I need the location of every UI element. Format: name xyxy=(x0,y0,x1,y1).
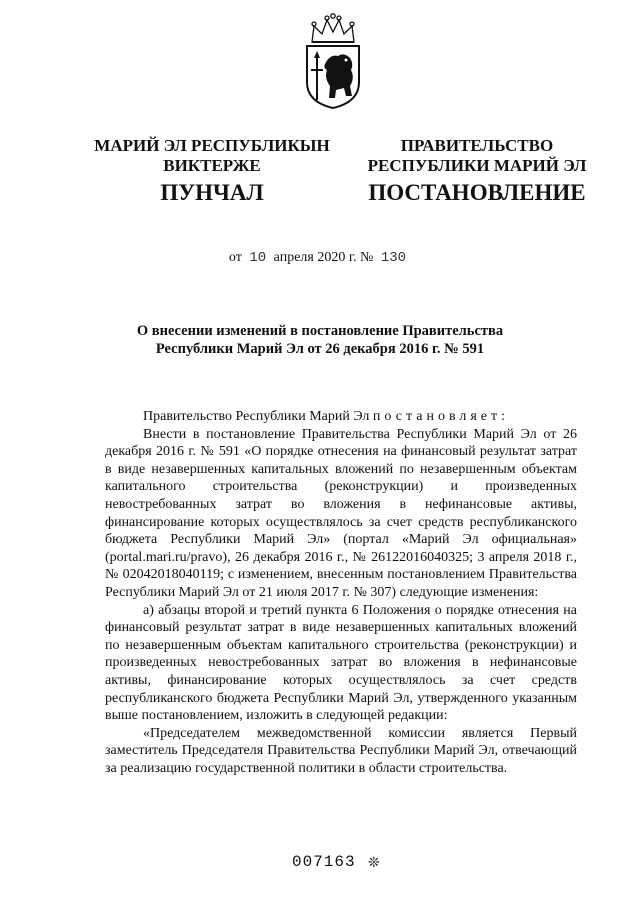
header-right-doc-type: ПОСТАНОВЛЕНИЕ xyxy=(368,180,586,205)
header-left-line1: МАРИЙ ЭЛ РЕСПУБЛИКЫН xyxy=(94,136,330,155)
date-month-year: апреля 2020 г. № xyxy=(273,250,374,265)
paragraph-1: Внести в постановление Правительства Республики Марий Эл от 26 декабря 2016 г. № 591 «О порядке отнесения на финансовый результат затрат в виде незавершенных капитальных вложений по незавершенным объектам капитального строительства (реконструкции) и произведенных невостребованных затрат во вложения в нефинансовые активы, финансирование которых осуществлялось за счет средств республиканского бюджета Республики Марий Эл» (портал «Марий Эл официальная» (portal.mari.ru/pravo), 26 декабря 2016 г., № 26122016040325; 3 апреля 2018 г., № 02042018040119; с изменением, внесенным постановлением Правительства Республики Марий Эл от 21 июля 2017 г. № 307) следующие изменения: xyxy=(105,426,577,600)
intro-text: Правительство Республики Марий Эл xyxy=(143,409,373,424)
flower-mark-icon: ❊ xyxy=(368,856,380,871)
date-day: 10 xyxy=(249,250,267,266)
subject-line2: Республики Марий Эл от 26 декабря 2016 г. № 591 xyxy=(155,341,485,357)
serial-number: 007163 xyxy=(292,853,356,871)
date-prefix: от xyxy=(228,250,242,265)
date-line xyxy=(0,250,639,266)
body-text xyxy=(105,408,577,777)
coat-of-arms-icon xyxy=(300,8,366,110)
intro-line xyxy=(105,408,577,426)
header-right-line2: РЕСПУБЛИКИ МАРИЙ ЭЛ xyxy=(367,156,587,175)
paragraph-2: а) абзацы второй и третий пункта 6 Положения о порядке отнесения на финансовый результат затрат в виде незавершенных капитальных вложений по незавершенным объектам капитального строительства (реконструкции) и произведенных невостребованных затрат во вложения в нефинансовые активы, финансирование которых осуществлялось за счет средств республиканского бюджета Республики Марий Эл, утвержденного указанным выше постановлением, изложить в следующей редакции: xyxy=(105,602,577,724)
header-left-line2: ВИКТЕРЖЕ xyxy=(163,156,261,175)
intro-spaced-word: постановляет: xyxy=(372,409,510,424)
subject-line1: О внесении изменений в постановление Правительства xyxy=(136,323,504,339)
header-left-doc-type: ПУНЧАЛ xyxy=(160,180,264,205)
document-number: 130 xyxy=(380,250,407,266)
header-right-line1: ПРАВИТЕЛЬСТВО xyxy=(400,136,554,155)
paragraph-3: «Председателем межведомственной комиссии является Первый заместитель Председателя Правительства Республики Марий Эл, отвечающий за реализацию государственной политики в области строительства. xyxy=(105,725,577,776)
